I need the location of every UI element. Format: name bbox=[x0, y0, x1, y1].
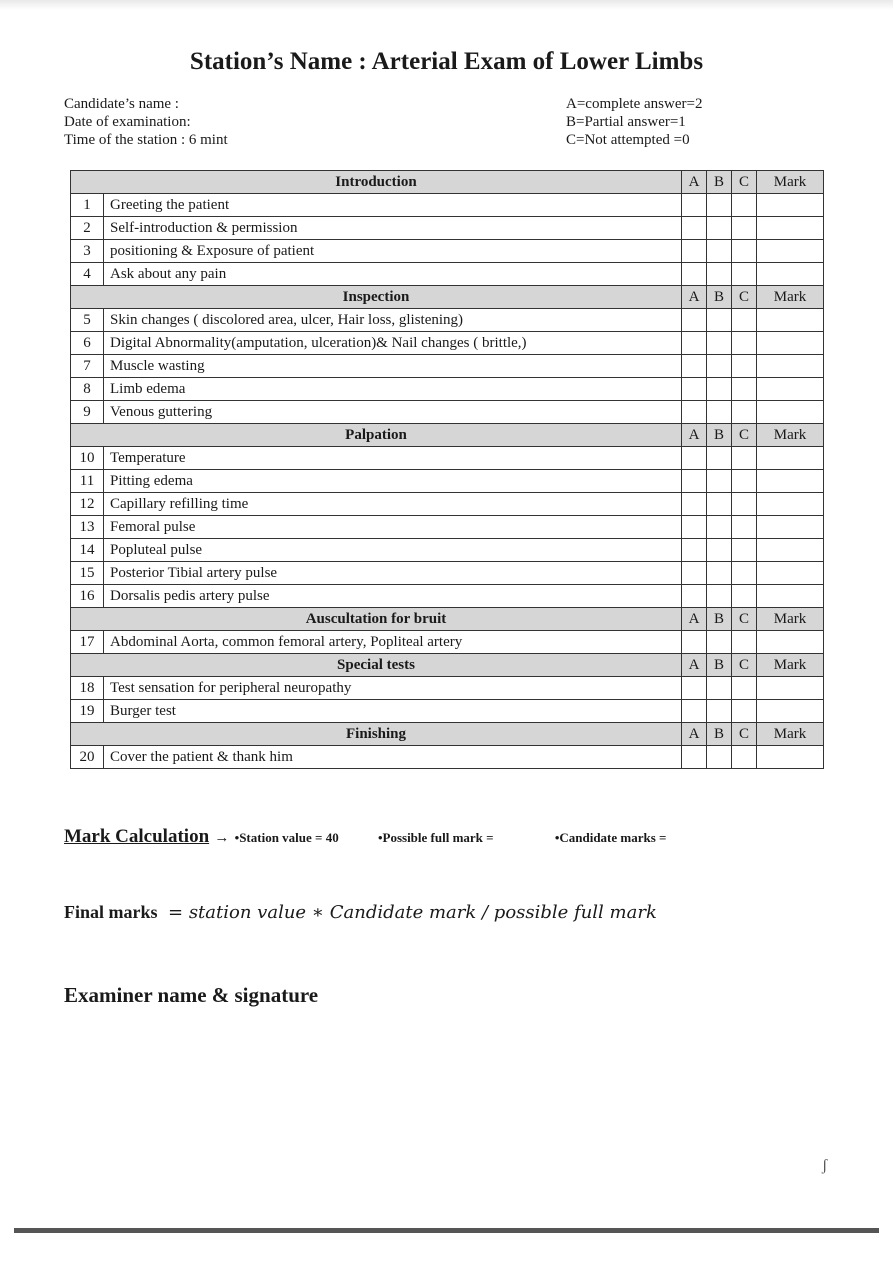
page-mark: ʃ bbox=[822, 1157, 828, 1174]
arrow-icon: → bbox=[214, 830, 230, 846]
table-row bbox=[71, 677, 824, 700]
item-text: Abdominal Aorta, common femoral artery, Popliteal artery bbox=[104, 631, 682, 654]
score-cell-b[interactable] bbox=[707, 447, 732, 470]
legend-b: B=Partial answer=1 bbox=[566, 114, 686, 130]
score-cell-b[interactable] bbox=[707, 631, 732, 654]
final-marks bbox=[64, 902, 657, 923]
table-row bbox=[71, 585, 824, 608]
legend-a: A=complete answer=2 bbox=[566, 96, 703, 112]
score-cell-b[interactable] bbox=[707, 378, 732, 401]
score-cell-mark[interactable] bbox=[757, 700, 824, 723]
station-value: 40 bbox=[325, 830, 339, 845]
table-row bbox=[71, 217, 824, 240]
score-cell-a[interactable] bbox=[682, 562, 707, 585]
top-shade bbox=[0, 0, 893, 10]
score-cell-b[interactable] bbox=[707, 493, 732, 516]
item-number: 13 bbox=[71, 516, 104, 539]
item-number: 14 bbox=[71, 539, 104, 562]
section-title: Finishing bbox=[71, 723, 682, 746]
score-cell-mark[interactable] bbox=[757, 332, 824, 355]
column-header-a: A bbox=[682, 654, 707, 677]
score-cell-mark[interactable] bbox=[757, 746, 824, 769]
column-header-c: C bbox=[732, 171, 757, 194]
final-marks-label: Final marks bbox=[64, 902, 158, 922]
column-header-c: C bbox=[732, 424, 757, 447]
score-cell-c[interactable] bbox=[732, 447, 757, 470]
section-header-row bbox=[71, 171, 824, 194]
item-number: 3 bbox=[71, 240, 104, 263]
score-cell-b[interactable] bbox=[707, 516, 732, 539]
score-cell-b[interactable] bbox=[707, 263, 732, 286]
grading-legend bbox=[566, 95, 702, 149]
date-label: Date of examination: bbox=[64, 114, 191, 130]
score-cell-a[interactable] bbox=[682, 378, 707, 401]
item-text: Venous guttering bbox=[104, 401, 682, 424]
score-cell-b[interactable] bbox=[707, 700, 732, 723]
score-cell-mark[interactable] bbox=[757, 263, 824, 286]
score-cell-c[interactable] bbox=[732, 194, 757, 217]
score-cell-mark[interactable] bbox=[757, 516, 824, 539]
column-header-c: C bbox=[732, 654, 757, 677]
item-number: 9 bbox=[71, 401, 104, 424]
item-text: Muscle wasting bbox=[104, 355, 682, 378]
score-cell-b[interactable] bbox=[707, 240, 732, 263]
score-cell-a[interactable] bbox=[682, 516, 707, 539]
item-text: positioning & Exposure of patient bbox=[104, 240, 682, 263]
score-cell-c[interactable] bbox=[732, 746, 757, 769]
table-row bbox=[71, 309, 824, 332]
score-cell-a[interactable] bbox=[682, 240, 707, 263]
score-cell-a[interactable] bbox=[682, 401, 707, 424]
score-cell-c[interactable] bbox=[732, 631, 757, 654]
table-row bbox=[71, 700, 824, 723]
score-cell-a[interactable] bbox=[682, 447, 707, 470]
score-cell-c[interactable] bbox=[732, 516, 757, 539]
section-title: Introduction bbox=[71, 171, 682, 194]
score-cell-c[interactable] bbox=[732, 677, 757, 700]
item-text: Limb edema bbox=[104, 378, 682, 401]
score-cell-a[interactable] bbox=[682, 631, 707, 654]
table-row bbox=[71, 378, 824, 401]
score-cell-b[interactable] bbox=[707, 194, 732, 217]
station-value-label: •Station value = bbox=[234, 830, 323, 845]
table-row bbox=[71, 493, 824, 516]
section-header-row bbox=[71, 654, 824, 677]
section-header-row bbox=[71, 424, 824, 447]
score-cell-b[interactable] bbox=[707, 332, 732, 355]
section-title: Inspection bbox=[71, 286, 682, 309]
score-cell-c[interactable] bbox=[732, 263, 757, 286]
score-cell-c[interactable] bbox=[732, 332, 757, 355]
item-text: Ask about any pain bbox=[104, 263, 682, 286]
column-header-a: A bbox=[682, 608, 707, 631]
column-header-mark: Mark bbox=[757, 424, 824, 447]
column-header-a: A bbox=[682, 424, 707, 447]
column-header-c: C bbox=[732, 286, 757, 309]
score-cell-a[interactable] bbox=[682, 470, 707, 493]
score-cell-b[interactable] bbox=[707, 677, 732, 700]
score-cell-b[interactable] bbox=[707, 355, 732, 378]
score-cell-a[interactable] bbox=[682, 194, 707, 217]
item-text: Temperature bbox=[104, 447, 682, 470]
score-cell-mark[interactable] bbox=[757, 539, 824, 562]
score-cell-mark[interactable] bbox=[757, 217, 824, 240]
item-number: 12 bbox=[71, 493, 104, 516]
score-cell-b[interactable] bbox=[707, 585, 732, 608]
item-text: Burger test bbox=[104, 700, 682, 723]
score-cell-a[interactable] bbox=[682, 493, 707, 516]
candidate-info bbox=[64, 95, 228, 149]
item-text: Capillary refilling time bbox=[104, 493, 682, 516]
item-text: Test sensation for peripheral neuropathy bbox=[104, 677, 682, 700]
score-cell-a[interactable] bbox=[682, 217, 707, 240]
table-row bbox=[71, 539, 824, 562]
item-number: 1 bbox=[71, 194, 104, 217]
item-text: Pitting edema bbox=[104, 470, 682, 493]
table-row bbox=[71, 240, 824, 263]
mark-calculation bbox=[64, 826, 666, 848]
item-text: Self-introduction & permission bbox=[104, 217, 682, 240]
score-cell-a[interactable] bbox=[682, 539, 707, 562]
page-title: Station’s Name : Arterial Exam of Lower Limbs bbox=[189, 48, 704, 75]
column-header-mark: Mark bbox=[757, 286, 824, 309]
column-header-a: A bbox=[682, 723, 707, 746]
column-header-c: C bbox=[732, 608, 757, 631]
table-row bbox=[71, 332, 824, 355]
footer-divider bbox=[14, 1228, 879, 1233]
item-number: 11 bbox=[71, 470, 104, 493]
section-header-row bbox=[71, 723, 824, 746]
score-cell-a[interactable] bbox=[682, 263, 707, 286]
item-number: 18 bbox=[71, 677, 104, 700]
score-cell-b[interactable] bbox=[707, 470, 732, 493]
score-cell-b[interactable] bbox=[707, 562, 732, 585]
item-number: 4 bbox=[71, 263, 104, 286]
score-cell-mark[interactable] bbox=[757, 631, 824, 654]
item-text: Skin changes ( discolored area, ulcer, Hair loss, glistening) bbox=[104, 309, 682, 332]
item-number: 19 bbox=[71, 700, 104, 723]
section-title: Special tests bbox=[71, 654, 682, 677]
score-cell-b[interactable] bbox=[707, 217, 732, 240]
score-cell-c[interactable] bbox=[732, 470, 757, 493]
table-row bbox=[71, 194, 824, 217]
score-cell-mark[interactable] bbox=[757, 240, 824, 263]
column-header-mark: Mark bbox=[757, 723, 824, 746]
item-number: 8 bbox=[71, 378, 104, 401]
item-number: 6 bbox=[71, 332, 104, 355]
marking-table bbox=[70, 170, 824, 769]
score-cell-c[interactable] bbox=[732, 217, 757, 240]
score-cell-a[interactable] bbox=[682, 309, 707, 332]
item-text: Popluteal pulse bbox=[104, 539, 682, 562]
column-header-mark: Mark bbox=[757, 654, 824, 677]
column-header-b: B bbox=[707, 286, 732, 309]
column-header-b: B bbox=[707, 608, 732, 631]
score-cell-mark[interactable] bbox=[757, 447, 824, 470]
score-cell-c[interactable] bbox=[732, 539, 757, 562]
item-number: 16 bbox=[71, 585, 104, 608]
score-cell-c[interactable] bbox=[732, 493, 757, 516]
final-marks-formula: = station value ∗ Candidate mark / possible full mark bbox=[168, 902, 657, 923]
score-cell-mark[interactable] bbox=[757, 378, 824, 401]
score-cell-mark[interactable] bbox=[757, 677, 824, 700]
table-row bbox=[71, 355, 824, 378]
score-cell-c[interactable] bbox=[732, 309, 757, 332]
column-header-b: B bbox=[707, 654, 732, 677]
item-text: Digital Abnormality(amputation, ulceration)& Nail changes ( brittle,) bbox=[104, 332, 682, 355]
score-cell-a[interactable] bbox=[682, 355, 707, 378]
item-number: 15 bbox=[71, 562, 104, 585]
item-text: Greeting the patient bbox=[104, 194, 682, 217]
candidate-marks-label: •Candidate marks = bbox=[554, 830, 667, 845]
score-cell-c[interactable] bbox=[732, 585, 757, 608]
score-cell-mark[interactable] bbox=[757, 401, 824, 424]
score-cell-mark[interactable] bbox=[757, 309, 824, 332]
score-cell-c[interactable] bbox=[732, 700, 757, 723]
table-row bbox=[71, 631, 824, 654]
item-number: 7 bbox=[71, 355, 104, 378]
score-cell-mark[interactable] bbox=[757, 562, 824, 585]
table-row bbox=[71, 470, 824, 493]
table-row bbox=[71, 263, 824, 286]
section-title: Auscultation for bruit bbox=[71, 608, 682, 631]
legend-c: C=Not attempted =0 bbox=[566, 132, 690, 148]
score-cell-c[interactable] bbox=[732, 240, 757, 263]
score-cell-c[interactable] bbox=[732, 355, 757, 378]
column-header-a: A bbox=[682, 171, 707, 194]
score-cell-b[interactable] bbox=[707, 309, 732, 332]
item-number: 2 bbox=[71, 217, 104, 240]
section-header-row bbox=[71, 608, 824, 631]
score-cell-mark[interactable] bbox=[757, 493, 824, 516]
examiner-signature-label: Examiner name & signature bbox=[64, 983, 319, 1007]
table-row bbox=[71, 447, 824, 470]
item-number: 20 bbox=[71, 746, 104, 769]
score-cell-mark[interactable] bbox=[757, 585, 824, 608]
score-cell-a[interactable] bbox=[682, 700, 707, 723]
column-header-a: A bbox=[682, 286, 707, 309]
table-row bbox=[71, 562, 824, 585]
column-header-b: B bbox=[707, 723, 732, 746]
score-cell-b[interactable] bbox=[707, 746, 732, 769]
table-row bbox=[71, 746, 824, 769]
score-cell-a[interactable] bbox=[682, 585, 707, 608]
column-header-mark: Mark bbox=[757, 608, 824, 631]
item-text: Posterior Tibial artery pulse bbox=[104, 562, 682, 585]
score-cell-mark[interactable] bbox=[757, 355, 824, 378]
column-header-b: B bbox=[707, 171, 732, 194]
score-cell-c[interactable] bbox=[732, 562, 757, 585]
table-row bbox=[71, 401, 824, 424]
table-row bbox=[71, 516, 824, 539]
column-header-b: B bbox=[707, 424, 732, 447]
score-cell-mark[interactable] bbox=[757, 194, 824, 217]
score-cell-c[interactable] bbox=[732, 401, 757, 424]
mark-calculation-heading: Mark Calculation bbox=[64, 826, 210, 847]
item-text: Dorsalis pedis artery pulse bbox=[104, 585, 682, 608]
score-cell-b[interactable] bbox=[707, 539, 732, 562]
column-header-mark: Mark bbox=[757, 171, 824, 194]
time-label: Time of the station : 6 mint bbox=[64, 132, 228, 148]
score-cell-a[interactable] bbox=[682, 332, 707, 355]
item-number: 10 bbox=[71, 447, 104, 470]
section-title: Palpation bbox=[71, 424, 682, 447]
item-number: 5 bbox=[71, 309, 104, 332]
possible-full-mark-label: •Possible full mark = bbox=[377, 830, 494, 845]
item-text: Cover the patient & thank him bbox=[104, 746, 682, 769]
section-header-row bbox=[71, 286, 824, 309]
column-header-c: C bbox=[732, 723, 757, 746]
score-cell-mark[interactable] bbox=[757, 470, 824, 493]
score-cell-c[interactable] bbox=[732, 378, 757, 401]
candidate-name-label: Candidate’s name : bbox=[64, 96, 179, 112]
score-cell-a[interactable] bbox=[682, 677, 707, 700]
score-cell-b[interactable] bbox=[707, 401, 732, 424]
score-cell-a[interactable] bbox=[682, 746, 707, 769]
item-text: Femoral pulse bbox=[104, 516, 682, 539]
item-number: 17 bbox=[71, 631, 104, 654]
